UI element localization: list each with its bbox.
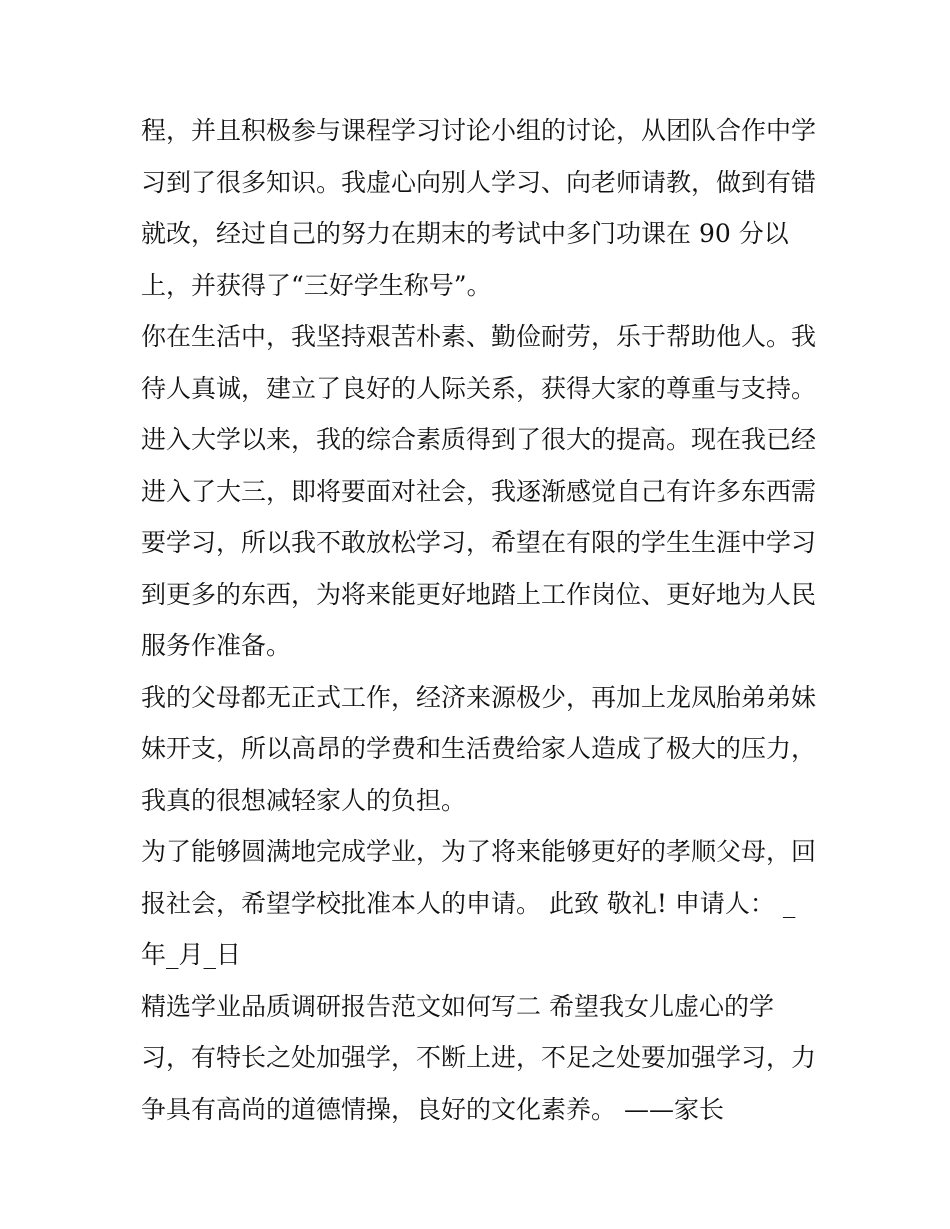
text-line: 争具有高尚的道德情操，良好的文化素养。 ——家长 xyxy=(141,1094,724,1124)
text-line: 为了能够圆满地完成学业，为了将来能够更好的孝顺父母，回 xyxy=(141,837,817,866)
text-line: 报社会，希望学校批准本人的申请。 此致 敬礼! 申请人： _ xyxy=(141,888,796,918)
text-line: 精选学业品质调研报告范文如何写二 希望我女儿虚心的学 xyxy=(141,991,774,1021)
text-line: 你在生活中，我坚持艰苦朴素、勤俭耐劳，乐于帮助他人。我 xyxy=(141,322,817,351)
text-line: 待人真诚，建立了良好的人际关系，获得大家的尊重与支持。 xyxy=(141,373,817,403)
text-line: 习到了很多知识。我虚心向别人学习、向老师请教，做到有错 xyxy=(141,167,817,197)
text-line: 服务作准备。 xyxy=(141,631,292,660)
text-line: 要学习，所以我不敢放松学习，希望在有限的学生生涯中学习 xyxy=(141,528,817,557)
text-line: 进入了大三，即将要面对社会，我逐渐感觉自己有许多东西需 xyxy=(141,476,817,506)
text-line: 上，并获得了“三好学生称号”。 xyxy=(141,270,492,300)
text-line: 就改，经过自己的努力在期末的考试中多门功课在 90 分以 xyxy=(141,219,789,248)
text-line: 我的父母都无正式工作，经济来源极少，再加上龙凤胎弟弟妹 xyxy=(141,682,817,712)
text-line: 程，并且积极参与课程学习讨论小组的讨论，从团队合作中学 xyxy=(141,116,817,145)
text-line: 年_月_日 xyxy=(141,940,242,969)
document-body xyxy=(141,105,821,1135)
text-line: 妹开支，所以高昂的学费和生活费给家人造成了极大的压力， xyxy=(141,734,817,763)
text-line: 进入大学以来，我的综合素质得到了很大的提高。现在我已经 xyxy=(141,425,817,454)
text-line: 我真的很想减轻家人的负担。 xyxy=(141,785,467,815)
text-line: 习，有特长之处加强学，不断上进，不足之处要加强学习，力 xyxy=(141,1043,817,1072)
text-line: 到更多的东西，为将来能更好地踏上工作岗位、更好地为人民 xyxy=(141,579,817,609)
